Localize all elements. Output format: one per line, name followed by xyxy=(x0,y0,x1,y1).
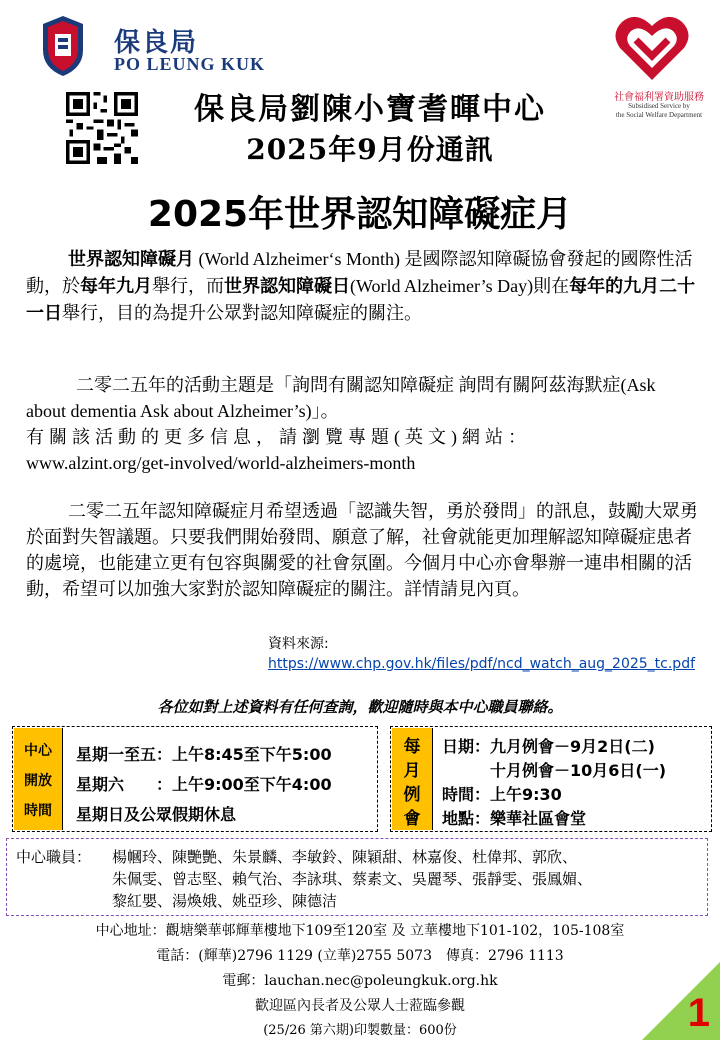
opening-hours-holiday: 星期日及公眾假期休息 xyxy=(76,805,237,824)
staff-line: 朱佩雯、曾志堅、賴气治、李詠琪、蔡素文、吳麗琴、張靜雯、張鳳媚、 xyxy=(112,870,593,888)
opening-hours-label-line: 開放 xyxy=(24,773,52,789)
staff-label: 中心職員： xyxy=(16,848,92,866)
newsletter-title-center: 保良局劉陳小寶耆暉中心 xyxy=(194,92,546,127)
contact-phone: 電話：(輝華)2796 1129 (立華)2755 5073 傳真：2796 1113 xyxy=(156,948,564,964)
opening-hours-label-line: 中心 xyxy=(24,743,52,759)
body-text: 舉行，目的為提升公眾對認知障礙症的關注。 xyxy=(62,303,422,323)
center-address: 中心地址：觀塘樂華邨輝華樓地下109至120室 及 立華樓地下101-102，105-108室 xyxy=(95,923,625,939)
swd-heart-logo xyxy=(614,10,690,84)
org-name-en: PO LEUNG KUK xyxy=(114,54,266,74)
opening-hours-label-line: 時間 xyxy=(24,803,52,819)
opening-hours-weekday: 星期一至五：上午8:45至下午5:00 xyxy=(76,745,332,764)
org-name-zh: 保良局 xyxy=(114,28,199,58)
page-number: 1 xyxy=(687,991,710,1035)
opening-hours-label xyxy=(14,728,63,830)
staff-list xyxy=(112,846,702,912)
swd-name-zh: 社會福利署資助服務 xyxy=(614,92,704,103)
source-block xyxy=(268,634,695,674)
monthly-meeting-label-char: 例 xyxy=(403,785,421,805)
source-link[interactable]: https://www.chp.gov.hk/files/pdf/ncd_watch_aug_2025_tc.pdf xyxy=(268,656,696,672)
bold-text: 世界認知障礙日 xyxy=(224,276,350,297)
opening-hours-saturday: 星期六 ：上午9:00至下午4:00 xyxy=(76,775,332,794)
swd-name-en xyxy=(600,102,718,120)
staff-line: 楊幗玲、陳艷艷、朱景麟、李敏鈴、陳穎甜、林嘉俊、杜偉邦、郭欣、 xyxy=(112,848,578,866)
theme-text: 二零二五年的活動主題是「詢問有關認知障礙症 詢問有關阿茲海默症(Ask about dementia Ask about Alzheimer’s)」。 xyxy=(26,375,656,421)
alzint-url[interactable]: www.alzint.org/get-involved/world-alzheimers-month xyxy=(26,453,416,473)
monthly-meeting-label-char: 會 xyxy=(403,809,421,829)
meeting-time: 時間：上午9:30 xyxy=(442,785,562,804)
po-leung-kuk-emblem xyxy=(40,14,86,78)
print-info: (25/26 第六期)印製數量：600份 xyxy=(263,1023,457,1038)
contact-email[interactable]: 電郵：lauchan.nec@poleungkuk.org.hk xyxy=(222,973,498,989)
monthly-meeting-label xyxy=(392,728,433,830)
source-label: 資料來源: xyxy=(268,636,329,652)
paragraph-campaign: 二零二五年認知障礙症月希望透過「認識失智，勇於發問」的訊息，鼓勵大眾勇於面對失智議題。只要我們開始發問、願意了解，社會就能更加理解認知障礙症患者的處境，也能建立更有包容與關愛的社會氛圍。今個月中心亦會舉辦一連串相關的活動，希望可以加強大家對於認知障礙症的關注。詳情請見內頁。 xyxy=(26,501,698,599)
swd-name-en-line1: Subsidised Service by xyxy=(628,102,690,110)
more-info-text: 有關該活動的更多信息，請瀏覽專題(英文)網站： xyxy=(26,427,531,447)
body-text: (World Alzheimer‘s Month) 是國際認知障礙協會發起的國際性活動，於 xyxy=(26,249,693,296)
meeting-date-sep: 日期：九月例會－9月2日(二) xyxy=(442,737,655,756)
meeting-venue: 地點：樂華社區會堂 xyxy=(442,809,587,828)
body-text: (World Alzheimer’s Day)則在 xyxy=(350,276,570,296)
bold-text: 世界認知障礙月 xyxy=(68,249,194,270)
qr-code-icon[interactable] xyxy=(66,92,138,164)
staff-line: 黎紅嬰、湯煥娥、姚亞珍、陳德洁 xyxy=(112,892,338,910)
inquiry-note: 各位如對上述資料有任何查詢，歡迎隨時與本中心職員聯絡。 xyxy=(157,698,563,716)
meeting-date-oct: 十月例會－10月6日(一) xyxy=(490,761,667,780)
monthly-meeting-label-char: 每 xyxy=(403,737,421,757)
swd-name-en-line2: the Social Welfare Department xyxy=(615,111,703,119)
bold-text: 每年九月 xyxy=(80,276,152,297)
paragraph-intro xyxy=(26,246,698,327)
main-heading: 2025年世界認知障礙症月 xyxy=(147,194,573,235)
body-text: 舉行，而 xyxy=(152,276,224,296)
monthly-meeting-label-char: 月 xyxy=(403,761,421,781)
welcome-note: 歡迎區內長者及公眾人士蒞臨參觀 xyxy=(255,998,465,1014)
bold-text: 每年的九月二十一日 xyxy=(26,276,696,324)
paragraph-theme xyxy=(26,372,698,476)
newsletter-title-issue: 2025年9月份通訊 xyxy=(246,133,494,166)
